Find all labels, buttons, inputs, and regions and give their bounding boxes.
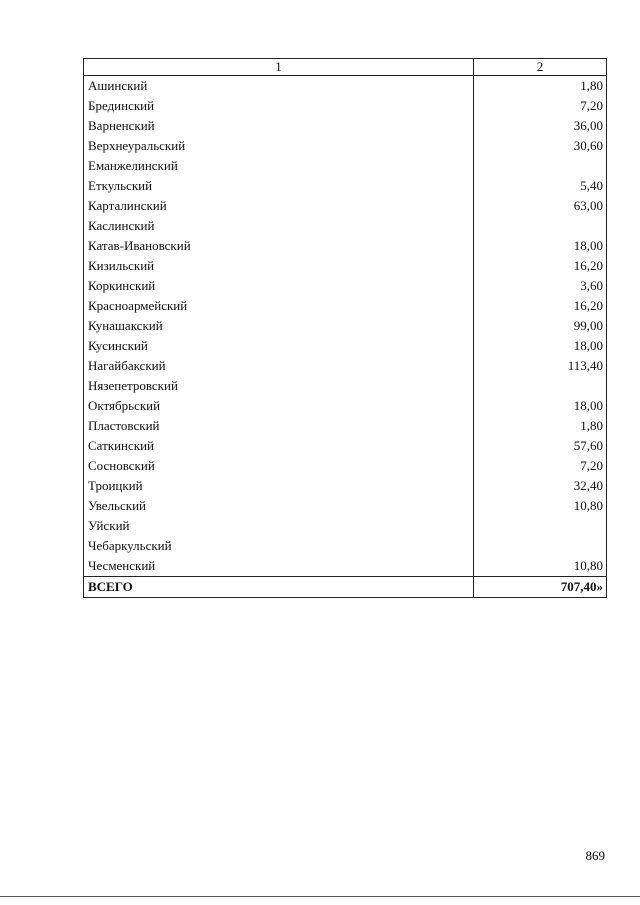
district-name-cell: Кусинский [84, 336, 474, 356]
table-row [84, 316, 607, 336]
district-name-cell: Кизильский [84, 256, 474, 276]
district-name-cell: Еткульский [84, 176, 474, 196]
column-header-1: 1 [84, 59, 474, 76]
district-name-cell: Нязепетровский [84, 376, 474, 396]
district-value-cell: 18,00 [474, 336, 607, 356]
district-name-cell: Саткинский [84, 436, 474, 456]
table-body [84, 76, 607, 577]
district-value-cell: 113,40 [474, 356, 607, 376]
district-name-cell: Октябрьский [84, 396, 474, 416]
page-number: 869 [585, 848, 605, 863]
district-name-cell: Увельский [84, 496, 474, 516]
table-row [84, 396, 607, 416]
table-row [84, 416, 607, 436]
district-value-cell: 99,00 [474, 316, 607, 336]
district-name-cell: Катав-Ивановский [84, 236, 474, 256]
district-name-cell: Чесменский [84, 556, 474, 577]
table-row [84, 136, 607, 156]
table-row [84, 196, 607, 216]
district-value-cell [474, 516, 607, 536]
table-row [84, 516, 607, 536]
district-value-cell: 63,00 [474, 196, 607, 216]
table-header-row [84, 59, 607, 76]
district-value-cell: 10,80 [474, 556, 607, 577]
district-value-cell: 7,20 [474, 456, 607, 476]
district-value-cell: 18,00 [474, 236, 607, 256]
table-row [84, 476, 607, 496]
total-value: 707,40» [474, 577, 607, 598]
district-value-cell: 36,00 [474, 116, 607, 136]
district-name-cell: Нагайбакский [84, 356, 474, 376]
district-value-cell [474, 216, 607, 236]
table-row [84, 536, 607, 556]
table-row [84, 556, 607, 577]
table-row [84, 496, 607, 516]
table-row [84, 376, 607, 396]
district-name-cell: Коркинский [84, 276, 474, 296]
district-value-cell: 3,60 [474, 276, 607, 296]
district-value-cell [474, 536, 607, 556]
table-row [84, 296, 607, 316]
district-value-cell: 1,80 [474, 416, 607, 436]
table-row [84, 156, 607, 176]
district-value-cell: 10,80 [474, 496, 607, 516]
footer-divider [0, 896, 640, 897]
district-name-cell: Пластовский [84, 416, 474, 436]
table-row [84, 276, 607, 296]
district-name-cell: Ашинский [84, 76, 474, 97]
district-name-cell: Брединский [84, 96, 474, 116]
district-value-cell: 30,60 [474, 136, 607, 156]
district-value-cell: 16,20 [474, 256, 607, 276]
district-value-cell: 1,80 [474, 76, 607, 97]
table-row [84, 456, 607, 476]
district-name-cell: Уйский [84, 516, 474, 536]
district-name-cell: Сосновский [84, 456, 474, 476]
district-value-cell: 16,20 [474, 296, 607, 316]
district-name-cell: Карталинский [84, 196, 474, 216]
table-row [84, 336, 607, 356]
district-name-cell: Каслинский [84, 216, 474, 236]
district-value-cell [474, 156, 607, 176]
table-row [84, 356, 607, 376]
table-row [84, 96, 607, 116]
column-header-2: 2 [474, 59, 607, 76]
table-row [84, 76, 607, 97]
district-name-cell: Кунашакский [84, 316, 474, 336]
table-row [84, 236, 607, 256]
district-name-cell: Чебаркульский [84, 536, 474, 556]
district-value-cell: 32,40 [474, 476, 607, 496]
district-name-cell: Красноармейский [84, 296, 474, 316]
table-row [84, 176, 607, 196]
district-value-cell: 18,00 [474, 396, 607, 416]
table-row [84, 256, 607, 276]
district-name-cell: Верхнеуральский [84, 136, 474, 156]
district-value-cell: 7,20 [474, 96, 607, 116]
district-name-cell: Еманжелинский [84, 156, 474, 176]
district-values-table [83, 58, 607, 598]
total-label: ВСЕГО [84, 577, 474, 598]
district-name-cell: Варненский [84, 116, 474, 136]
table-row [84, 436, 607, 456]
total-row [84, 577, 607, 598]
district-value-cell: 57,60 [474, 436, 607, 456]
table-row [84, 216, 607, 236]
district-value-cell [474, 376, 607, 396]
table-row [84, 116, 607, 136]
district-value-cell: 5,40 [474, 176, 607, 196]
district-name-cell: Троицкий [84, 476, 474, 496]
